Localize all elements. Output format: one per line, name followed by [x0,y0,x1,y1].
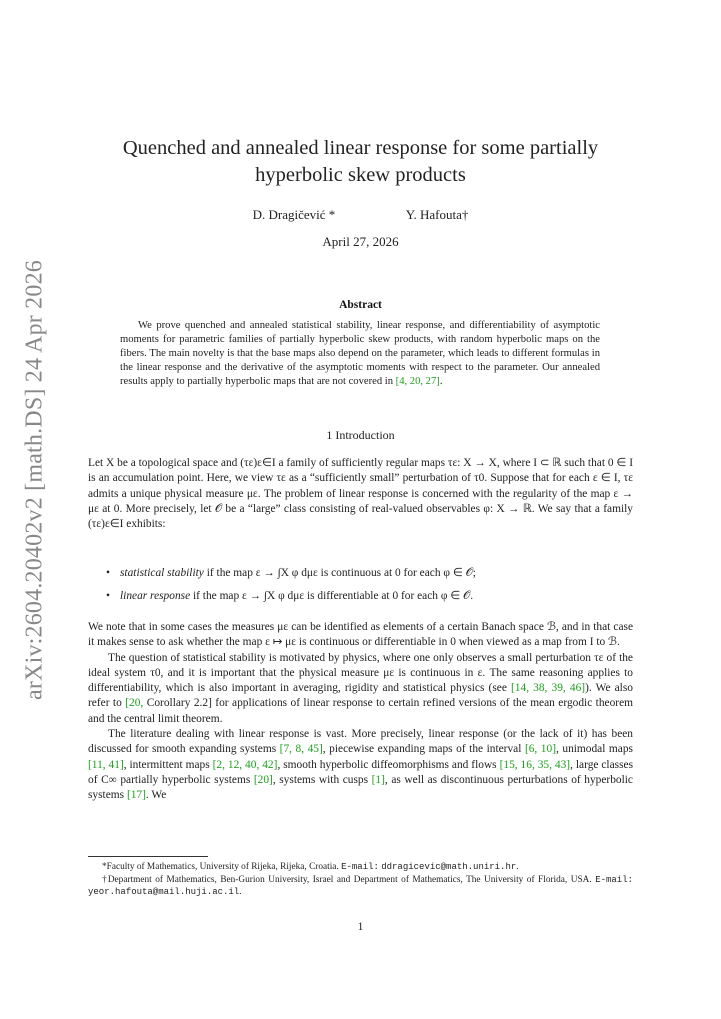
citation[interactable]: [14, 38, 39, 46] [511,682,586,695]
para-4-e: , smooth hyperbolic diffeomorphisms and flows [277,758,497,771]
para-3-c: Corollary 2.2] for applications of linear response to certain refined versions of the mean ergodic theorem and the central limit theorem. [88,697,634,725]
para-4-f: , large classes of C∞ partially hyperbolic systems [88,758,634,786]
intro-paragraph-1 [88,456,633,532]
footnote-1-email[interactable]: ddragicevic@math.uniri.hr [381,862,517,872]
footnote-1: *Faculty of Mathematics, University of Rijeka, Rijeka, Croatia. E-mail: ddragicevic@math.uniri.hr. [102,862,519,872]
para-4-h: , as well as discontinuous perturbations of hyperbolic systems [88,773,633,802]
intro-body [88,620,633,804]
bullet-1-text: if the map ε → ∫X φ dμε is continuous at 0 for each φ ∈ 𝒪; [206,567,476,579]
citation[interactable]: [6, 10] [524,743,556,756]
footnote-1-email-label: E-mail: [341,862,379,872]
footnotes [88,861,633,899]
para-2: We note that in some cases the measures με can be identified as elements of a certain Banach space ℬ, and in that case it makes sense to ask whether the map ε ↦ με is continuous or differentiable in 0 when viewed as a map from I to ℬ. [88,621,633,649]
authors [88,207,633,223]
citation[interactable]: [11, 41] [88,758,124,771]
title-line-1: Quenched and annealed linear response for some partially [122,137,599,159]
abstract-body: We prove quenched and annealed statistical stability, linear response, and differentiability of asymptotic moments for parametric families of partially hyperbolic skew products, with random hyperbolic maps on the fibers. The main novelty is that the base maps also depend on the parameter, which leads to different formulas in the linear response and the derivative of the asymptotic moments with respect to the parameter. Our annealed results apply to partially hyperbolic maps that are not covered in [120,320,600,388]
citation[interactable]: [17] [126,789,146,802]
bullet-dot: • [106,567,110,579]
paper-title [88,135,633,189]
footnote-2-email[interactable]: yeor.hafouta@mail.huji.ac.il [88,887,240,898]
para-4-g: , systems with cusps [272,773,369,786]
abstract-text: We prove quenched and annealed statistical stability, linear response, and differentiability of asymptotic moments for parametric families of partially hyperbolic skew products, with random hyperbolic maps on the fibers. The main novelty is that the base maps also depend on the parameter, which leads to different formulas in the linear response and the derivative of the asymptotic moments with respect to the parameter. Our annealed results apply to partially hyperbolic maps that are not covered in [4, 20, 27]. [120,320,600,388]
title-line-2: hyperbolic skew products [255,164,466,186]
abstract-citations[interactable]: [4, 20, 27] [395,376,440,388]
citation[interactable]: [1] [371,773,385,786]
abstract-heading: Abstract [339,299,382,311]
para-4-d: , intermittent maps [123,758,210,771]
paper-date: April 27, 2026 [322,234,399,249]
footnote-2-text: †Department of Mathematics, Ben-Gurion University, Israel and Department of Mathematics, The University of Florida, USA. [102,874,592,885]
citation[interactable]: [7, 8, 45] [279,743,323,756]
citation[interactable]: [20, [125,697,144,710]
arxiv-stamp-text: arXiv:2604.20402v2 [math.DS] 24 Apr 2026 [21,260,48,700]
bullet-dot: • [106,590,110,602]
para-4-c: , unimodal maps [556,743,633,756]
bullet-2-text: if the map ε → ∫X φ dμε is differentiable at 0 for each φ ∈ 𝒪. [193,590,474,602]
footnote-2: †Department of Mathematics, Ben-Gurion University, Israel and Department of Mathematics, The University of Florida, USA. E-mail: yeor.hafouta@mail.huji.ac.il. [88,874,633,898]
para-3-b: ). We also refer to [88,682,633,710]
section-heading: 1 Introduction [326,428,395,442]
footnote-2-email-label: E-mail: [595,874,633,885]
author-2: Y. Hafouta† [405,207,469,222]
citation[interactable]: [15, 16, 35, 43] [499,758,571,771]
footnote-1-text: *Faculty of Mathematics, University of Rijeka, Rijeka, Croatia. [102,862,339,872]
bullet-2-term: linear response [120,590,191,602]
para-3 [88,651,633,727]
arxiv-stamp [18,260,52,700]
citation[interactable]: [20] [253,773,273,786]
author-1: D. Dragičević * [252,207,336,222]
para-4-b: , piecewise expanding maps of the interval [322,743,522,756]
bullet-1-term: statistical stability [120,567,204,579]
para-4-i: . We [145,789,167,802]
bullet-statistical-stability [106,566,631,581]
citation[interactable]: [2, 12, 40, 42] [212,758,278,771]
para-4-a: The literature dealing with linear response is vast. More precisely, linear response (or the lack of it) has been discussed for smooth expanding systems [88,728,633,756]
footnote-rule [88,856,208,857]
para-4 [88,727,633,803]
para-1: Let X be a topological space and (τε)ε∈I a family of sufficiently regular maps τε: X → X, where I ⊂ ℝ such that 0 ∈ I is an accumulation point. Here, we view τε as a “sufficiently small” perturbation of τ0. Suppose that for each ε ∈ I, τε admits a unique physical measure με. The problem of linear response is concerned with the regularity of the map ε → με at 0. More precisely, let 𝒪 be a “large” class consisting of real-valued observables φ: X → ℝ. We say that a family (τε)ε∈I exhibits: [88,457,633,531]
para-3-a: The question of statistical stability is motivated by physics, where one only observes a small perturbation τε of the ideal system τ0, and it is important that the physical measure με is continuous in ε. The same reasoning applies to differentiability, which is also important in averaging, rigidity and statistical physics (see [88,651,633,695]
definition-list [106,566,631,612]
bullet-linear-response [106,589,631,604]
page-number: 1 [357,921,364,933]
